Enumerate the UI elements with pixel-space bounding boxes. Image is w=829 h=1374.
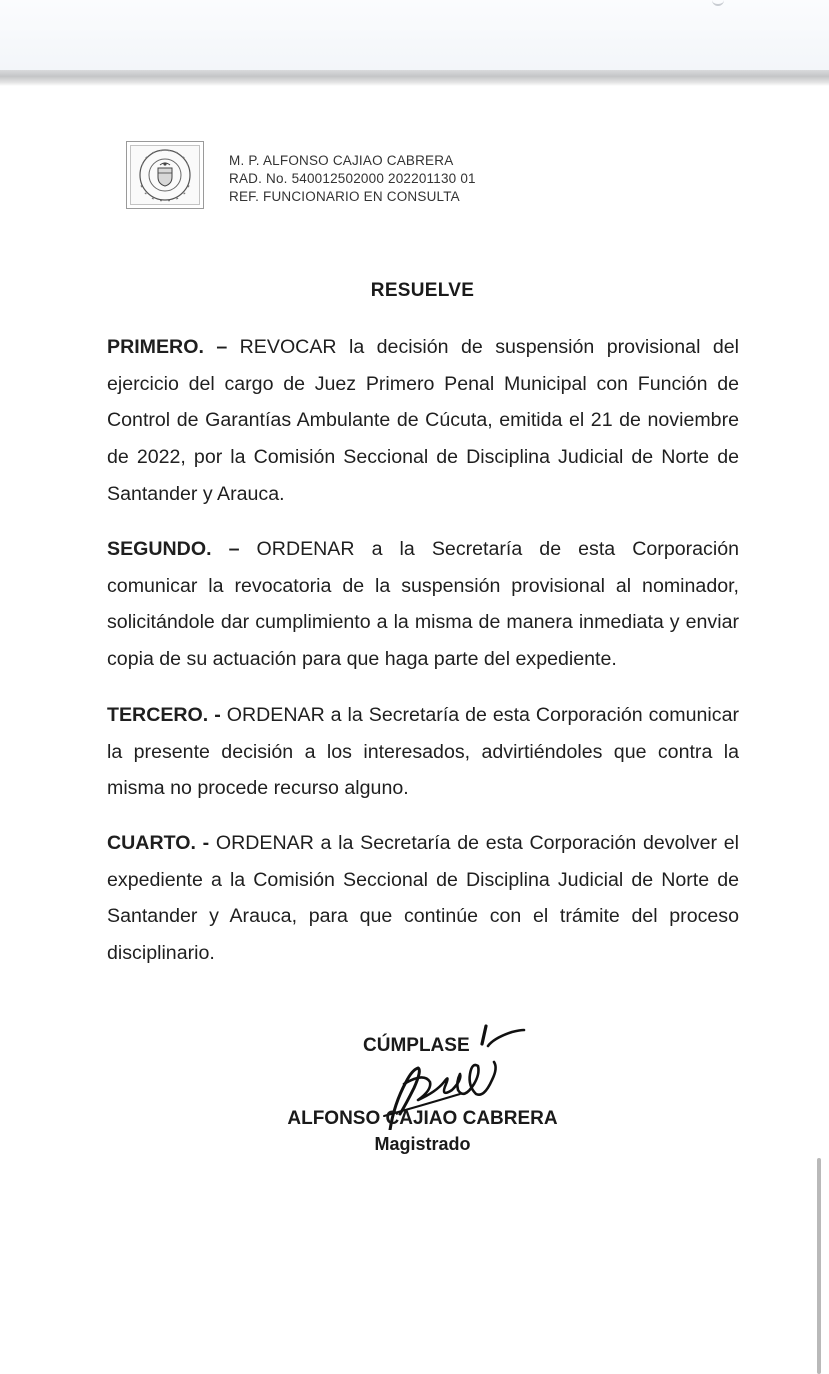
previous-page-edge	[0, 0, 829, 70]
coat-of-arms-icon	[127, 142, 203, 208]
closing-cumplase: CÚMPLASE	[363, 1035, 470, 1056]
case-header	[229, 152, 476, 206]
item-lead: CUARTO. -	[107, 832, 210, 854]
item-lead: PRIMERO. –	[107, 336, 228, 358]
item-lead: SEGUNDO. –	[107, 538, 240, 560]
signer-name: ALFONSO CAJIAO CABRERA	[287, 1108, 558, 1129]
resolution-item-primero	[107, 329, 739, 513]
item-text: REVOCAR la decisión de suspensión provisional del ejercicio del cargo de Juez Primero Penal Municipal con Función de Control de Garantías Ambulante de Cúcuta, emitida el 21 de noviembre de 2022, por la Comisión Seccional de Disciplina Judicial de Norte de Santander y Arauca.	[107, 336, 739, 505]
page-break-shadow	[0, 70, 829, 86]
scrollbar-thumb[interactable]	[817, 1158, 821, 1374]
header-reference-line: REF. FUNCIONARIO EN CONSULTA	[229, 189, 460, 204]
resolution-heading: RESUELVE	[370, 280, 475, 301]
item-text: ORDENAR a la Secretaría de esta Corporación devolver el expediente a la Comisión Seccional de Disciplina Judicial de Norte de Santander y Arauca, para que continúe con el trámite del proceso disciplinario.	[107, 832, 739, 965]
header-radicado-line: RAD. No. 540012502000 202201130 01	[229, 171, 476, 186]
header-magistrate-line: M. P. ALFONSO CAJIAO CABRERA	[229, 153, 454, 168]
previous-page-mark	[712, 0, 724, 6]
item-lead: TERCERO. -	[107, 704, 221, 726]
resolution-item-segundo	[107, 531, 739, 678]
rama-judicial-seal-logo	[126, 141, 204, 209]
resolution-item-tercero	[107, 697, 739, 807]
resolution-item-cuarto	[107, 825, 739, 972]
signer-title: Magistrado	[374, 1134, 471, 1154]
item-text: ORDENAR a la Secretaría de esta Corporación comunicar la presente decisión a los interesados, advirtiéndoles que contra la misma no procede recurso alguno.	[107, 704, 739, 800]
item-text: ORDENAR a la Secretaría de esta Corporación comunicar la revocatoria de la suspensión provisional al nominador, solicitándole dar cumplimiento a la misma de manera inmediata y enviar copia de su actuación para que haga parte del expediente.	[107, 538, 739, 671]
